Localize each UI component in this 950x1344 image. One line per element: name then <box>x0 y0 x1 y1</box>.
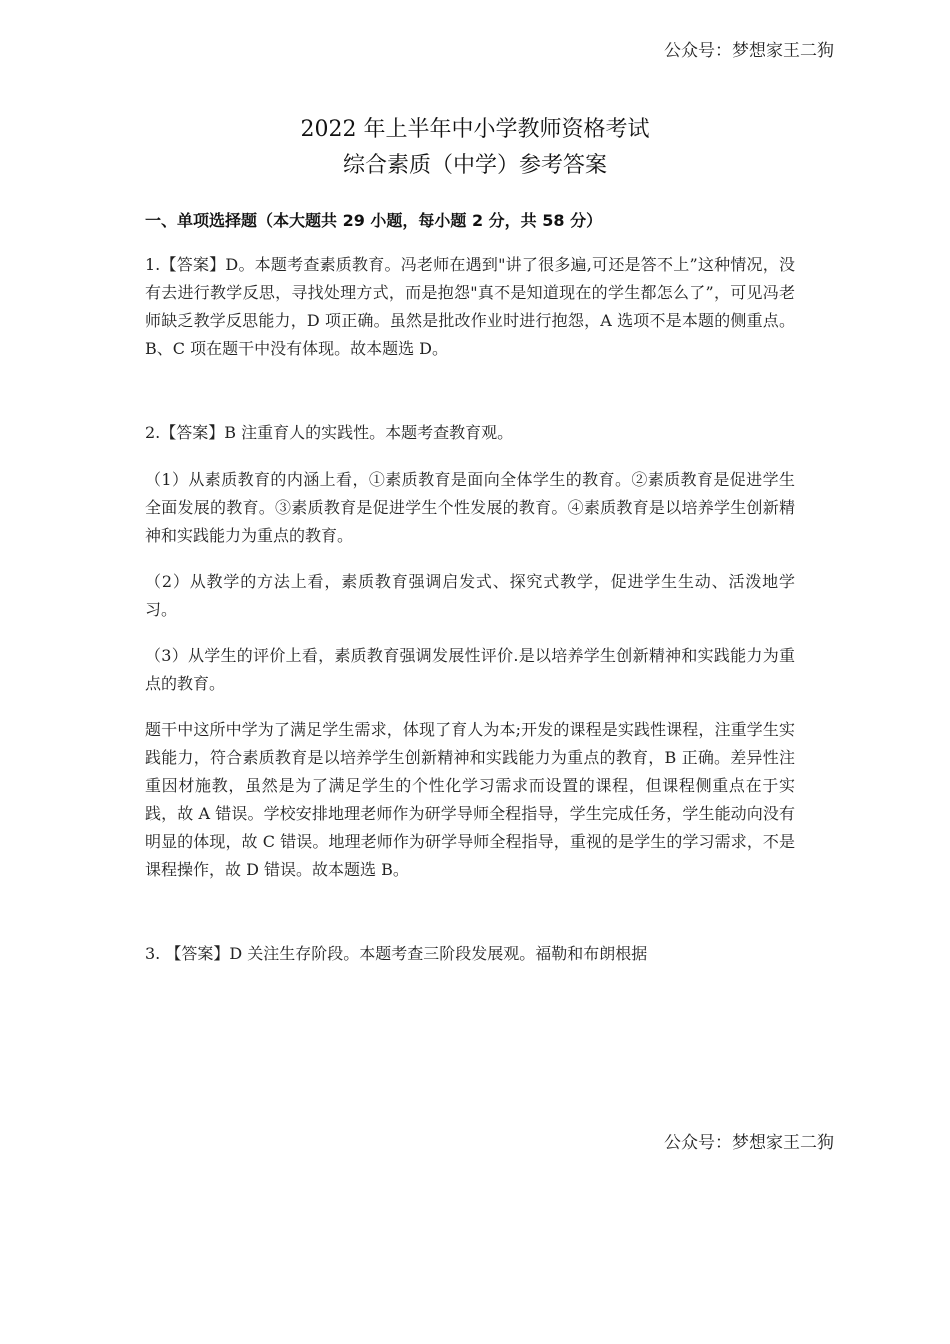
document-title-line1: 2022 年上半年中小学教师资格考试 <box>300 117 650 142</box>
answer-2-point-2: （2）从教学的方法上看，素质教育强调启发式、探究式教学，促进学生生动、活泼地学习。 <box>145 572 795 619</box>
answer-1-paragraph: 1.【答案】D。本题考查素质教育。冯老师在遇到"讲了很多遍,可还是答不上”这种情况，没有去进行教学反思，寻找处理方式，而是抱怨"真不是知道现在的学生都怎么了”，可见冯老师缺乏教学反思能力，D 项正确。虽然是批改作业时进行抱怨，A 选项不是本题的侧重点。B、C 项在题干中没有体现。故本题选 D。 <box>145 255 795 358</box>
document-title-line2: 综合素质（中学）参考答案 <box>342 153 607 178</box>
answer-3-paragraph: 3. 【答案】D 关注生存阶段。本题考查三阶段发展观。福勒和布朗根据 <box>145 944 648 963</box>
answer-2-analysis: 题干中这所中学为了满足学生需求，体现了育人为本;开发的课程是实践性课程，注重学生实践能力，符合素质教育是以培养学生创新精神和实践能力为重点的教育，B 正确。差异性注重因材施教，虽然是为了满足学生的个性化学习需求而设置的课程，但课程侧重点在于实践，故 A 错误。学校安排地理老师作为研学导师全程指导，学生完成任务，学生能动向没有明显的体现，故 C 错误。地理老师作为研学导师全程指导，重视的是学生的学习需求，不是课程操作，故 D 错误。故本题选 B。 <box>145 720 795 879</box>
answer-2-point-1: （1）从素质教育的内涵上看，①素质教育是面向全体学生的教育。②素质教育是促进学生全面发展的教育。③素质教育是促进学生个性发展的教育。④素质教育是以培养学生创新精神和实践能力为重点的教育。 <box>145 470 795 545</box>
answer-2-point-3: （3）从学生的评价上看，素质教育强调发展性评价.是以培养学生创新精神和实践能力为重点的教育。 <box>145 646 795 693</box>
footer-account-note: 公众号：梦想家王二狗 <box>664 1133 834 1153</box>
document-body <box>145 208 795 968</box>
header-account-note: 公众号：梦想家王二狗 <box>664 41 834 61</box>
section-heading: 一、单项选择题（本大题共 29 小题，每小题 2 分，共 58 分） <box>145 211 603 230</box>
answer-2-paragraph: 2.【答案】B 注重育人的实践性。本题考查教育观。 <box>145 423 514 442</box>
